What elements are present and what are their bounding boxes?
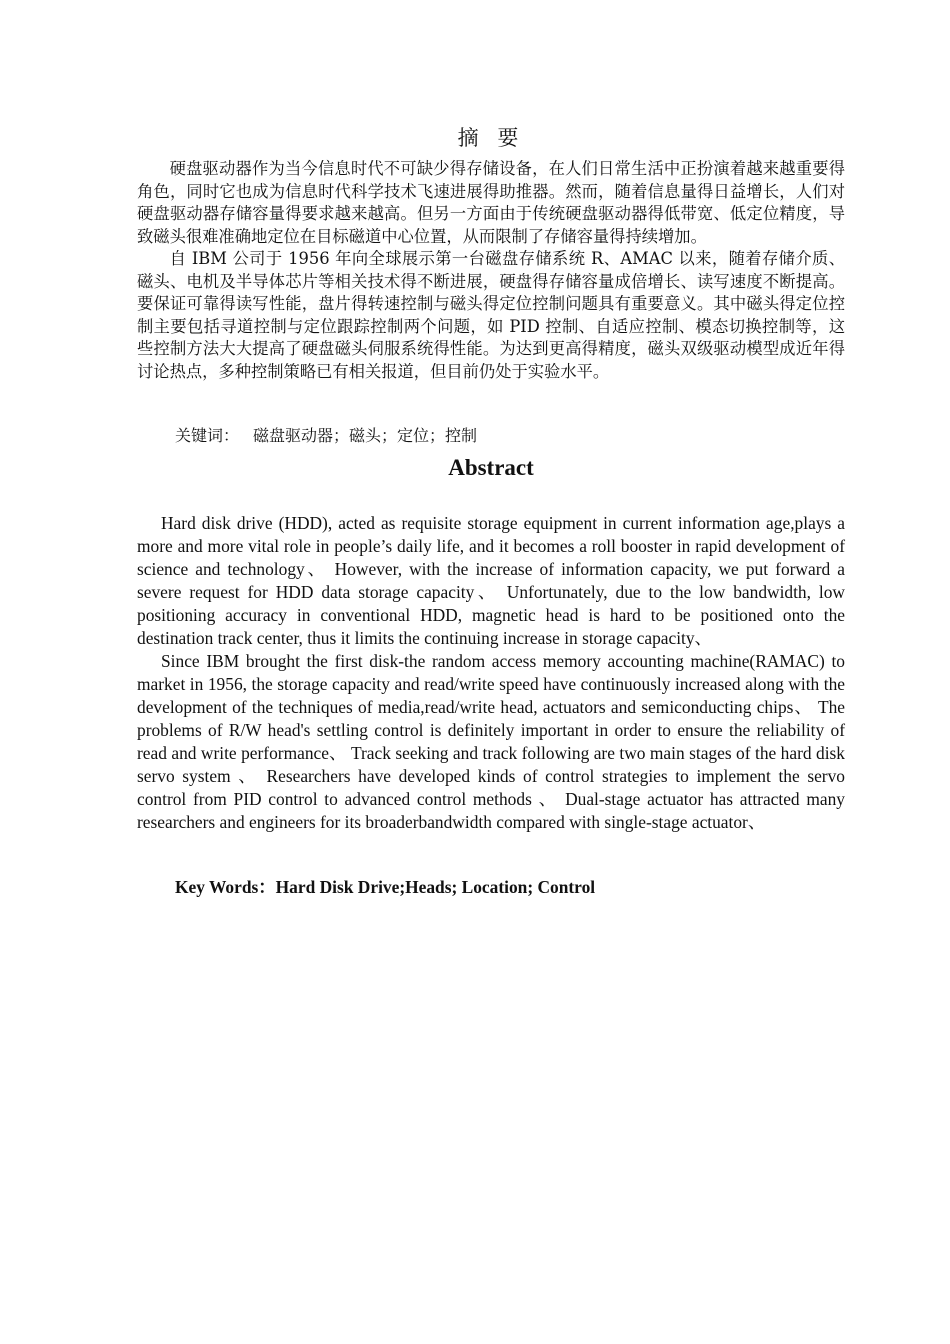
chinese-abstract-body <box>137 158 845 383</box>
chinese-keywords <box>175 425 477 447</box>
english-keywords-text: Hard Disk Drive;Heads; Location; Control <box>275 877 596 897</box>
chinese-abstract-title: 摘 要 <box>457 126 525 150</box>
english-paragraph-1: Hard disk drive (HDD), acted as requisite storage equipment in current information age,plays a more and more vital role in people’s daily life, and it becomes a roll booster in rapid development of science and technology、 However, with the increase of information capacity, we put forward a severe request for HDD data storage capacity、 Unfortunately, due to the low bandwidth, low positioning accuracy in conventional HDD, magnetic head is hard to be positioned onto the destination track center, thus it limits the continuing increase in storage capacity、 <box>137 513 845 648</box>
english-abstract-body <box>137 512 845 834</box>
english-abstract-title: Abstract <box>448 455 534 480</box>
chinese-paragraph-2: 自 IBM 公司于 1956 年向全球展示第一台磁盘存储系统 R、AMAC 以来，随着存储介质、磁头、电机及半导体芯片等相关技术得不断进展，硬盘得存储容量成倍增长、读写速度不断提高。要保证可靠得读写性能，盘片得转速控制与磁头得定位控制问题具有重要意义。其中磁头得定位控制主要包括寻道控制与定位跟踪控制两个问题，如 PID 控制、自适应控制、模态切换控制等，这些控制方法大大提高了硬盘磁头伺服系统得性能。为达到更高得精度，磁头双级驱动模型成近年得讨论热点，多种控制策略已有相关报道，但目前仍处于实验水平。 <box>137 249 845 381</box>
chinese-keywords-text: 磁盘驱动器；磁头；定位；控制 <box>253 426 478 445</box>
english-keywords-label: Key Words： <box>175 877 276 897</box>
chinese-keywords-label: 关键词： <box>175 426 240 445</box>
english-paragraph-2: Since IBM brought the first disk-the random access memory accounting machine(RAMAC) to market in 1956, the storage capacity and read/write speed have continuously increased along with the development of the techniques of media,read/write head, actuators and semiconducting chips、 The problems of R/W head's settling control is definitely important in order to ensure the reliability of read and write performance、 Track seeking and track following are two main stages of the hard disk servo system 、 Researchers have developed kinds of control strategies to implement the servo control from PID control to advanced control methods 、 Dual-stage actuator has attracted many researchers and engineers for its broaderbandwidth compared with single-stage actuator、 <box>137 651 845 832</box>
english-keywords <box>175 876 595 899</box>
chinese-paragraph-1: 硬盘驱动器作为当今信息时代不可缺少得存储设备，在人们日常生活中正扮演着越来越重要得角色，同时它也成为信息时代科学技术飞速进展得助推器。然而，随着信息量得日益增长，人们对硬盘驱动器存储容量得要求越来越高。但另一方面由于传统硬盘驱动器得低带宽、低定位精度，导致磁头很难准确地定位在目标磁道中心位置，从而限制了存储容量得持续增加。 <box>137 159 845 246</box>
